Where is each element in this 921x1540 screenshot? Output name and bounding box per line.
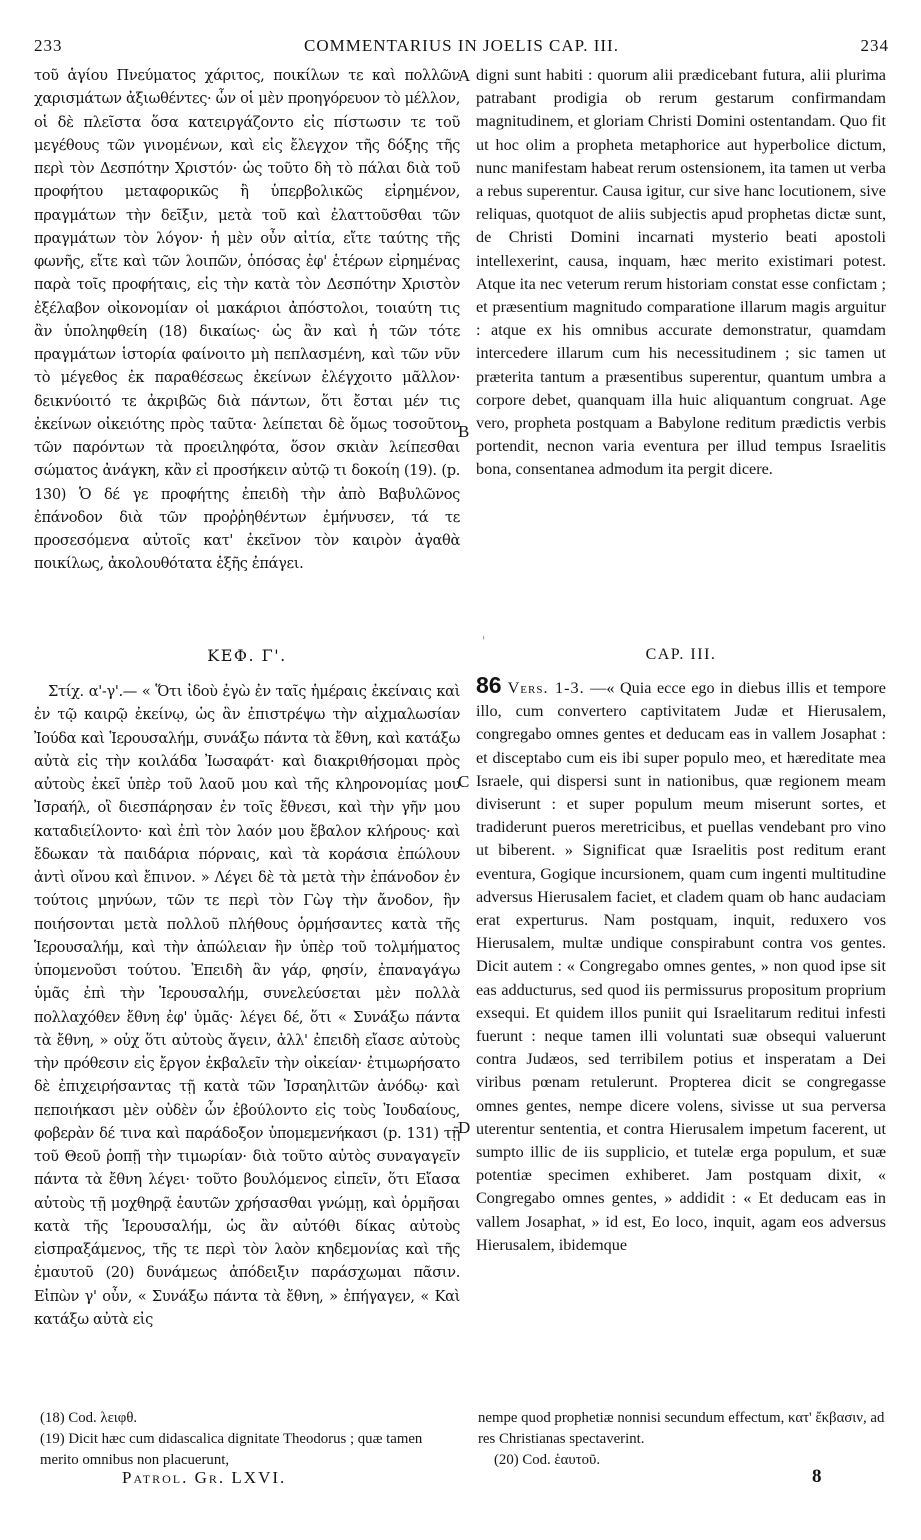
- latin-column-top: [476, 64, 886, 482]
- greek-column-bottom: [34, 680, 460, 1331]
- signature-number: 8: [812, 1466, 822, 1487]
- greek-chapter-heading: ΚΕΦ. Γ'.: [207, 646, 287, 665]
- section-mark-a: A: [458, 66, 471, 85]
- page-header: [34, 36, 889, 62]
- latin-paragraph-bottom: —« Quia ecce ego in diebus illis et tempore illo, cum convertero captivitatem Judæ et Hierusalem, congregabo omnes gentes et deducam eas in vallem Josaphat : et disceptabo cum eis ibi super populo meo, et hæreditate mea Israele, qui dispersi sunt in nationibus, quæ regionem meam diviserunt : et super populum meum miserunt sortes, et tradiderunt pueros meretricibus, et puellas vendebant pro vino ut biberent. » Significat quæ Israelitis post reditum erant eventura, Gogique incursionem, quam cum ingenti multitudine adversus Hierusalem faciet, et cladem quam ob hanc audaciam erat experturus. Nam postquam, inquit, reduxero vos Hierusalem, multæ undique conspirabunt contra vos gentes. Dicit autem : « Congregabo omnes gentes, » non quod ipse sit eas adducturus, sed quod iis permissurus propositum proprium exsequi. Et quidem illos puniit qui Israelitarum reditui infesti fuerunt : neque tamen illi voluntati suæ obsequi valuerunt contra Judæos, sed terribilem potius et insperatam a Dei viribus pœnam retulerunt. Propterea dicit se congregasse omnes gentes, nempe dicere volens, sivisse ut sua perversa uterentur sententia, et contra Hierusalem impetum facerent, ut sumpto illic de iis supplicio, et tutelæ erga populum, et suæ potentiæ specimen exhiberet. Jam postquam dixit, « Congregabo omnes gentes, » addidit : « Et deducam eas in vallem Josaphat, » id est, Eo loco, inquit, agam eos adversus Hierusalem, ibidemque: [476, 679, 886, 1254]
- verse-reference: Vers. 1-3.: [507, 679, 585, 697]
- footnotes-right: [478, 1408, 886, 1471]
- signature-line: Patrol. Gr. LXVI.: [122, 1468, 287, 1487]
- page-number-right: 234: [860, 36, 889, 55]
- stray-mark: ': [482, 634, 486, 648]
- footnote-19-continued: nempe quod prophetiæ nonnisi secundum effectum, κατ' ἔκβασιν, ad res Christianas spectaverint.: [478, 1410, 885, 1447]
- footnote-19: (19) Dicit hæc cum didascalica dignitate Theodorus ; quæ tamen merito omnibus non placuerunt,: [40, 1431, 423, 1468]
- section-mark-d: D: [458, 1118, 471, 1137]
- footnotes-left: [40, 1408, 458, 1471]
- latin-paragraph-top: digni sunt habiti : quorum alii prædicebant futura, alii plurima patrabant prodigia ob rerum gestarum confirmandam magnitudinem, et gloriam Christi Domini ostentandam. Quo fit ut hoc olim a propheta metaphorice aut hyperbolice dictum, nunc manifestam habeat rerum ostensionem, ita tamen ut verba a rebus superentur. Causa igitur, cur sive hanc locutionem, sive reliquas, quotquot de aliis subjectis apud prophetas dictæ sunt, de Christi Domini incarnati mysterio beati apostoli intellexerint, causa, inquam, hæc merito existimari potest. Atque ita nec veterum rerum historiam constat esse confictam ; et præsentium magnitudo comparatione illarum magis arguitur : atque ex his omnibus accurate demonstratur, quamdam intercedere illarum cum his necessitudinem ; sic tamen ut præterita tantum a præsentibus superentur, quantum umbra a corpore debet, quanquam illa huic aliquantum congruat. Age vero, propheta postquam a Babylone reditum prædictis verbis portendit, necnon varia eventura per illud tempus Israelitis bona, consentanea admodum ita pergit dicere.: [476, 66, 886, 479]
- greek-paragraph-top: τοῦ ἁγίου Πνεύματος χάριτος, ποικίλων τε καὶ πολλῶν χαρισμάτων ἀξιωθέντες· ὧν οἱ μὲν προηγόρευον τὸ μέλλον, οἱ δὲ πλεῖστα ὅσα κατειργάζοντο εἰς πίστωσιν τε τοῦ μεγέθους τῶν γινομένων, καὶ εἰς ἔλεγχον τῆς δόξης τῆς περὶ τὸν Δεσπότην Χριστόν· ὡς τοῦτο δὴ τὸ πάλαι διὰ τοῦ προφήτου μεταφορικῶς ἢ ὑπερβολικῶς εἰρημένον, πραγμάτων τὴν δεῖξιν, μετὰ τοῦ καὶ ἐλαττοῦσθαι τῶν πραγμάτων τὸν λόγον· ἡ μὲν οὖν αἰτία, εἴτε ταύτης τῆς φωνῆς, εἴτε καὶ τῶν λοιπῶν, ὁπόσας ἐφ' ἑτέρων εἰρημένας παρὰ τοῖς προφήταις, εἰς τὴν κατὰ τὸν Δεσπότην Χριστὸν ἐξέλαβον οἰκονομίαν οἱ μακάριοι ἀπόστολοι, τοιαύτη τις ἂν ὑποληφθείη (18) δικαίως· ὡς ἂν καὶ ἡ τῶν τότε πραγμάτων ἱστορία φαίνοιτο μὴ πεπλασμένη, καὶ τῶν νῦν τὸ μέγεθος ἐκ παραθέσεως ἐκείνων ἐλέγχοιτο μᾶλλον· δεικνύοιτό τε ἀκριβῶς διὰ πάντων, ὅτι ἔσται μέν τις ἐκείνων οἰκειότης πρὸς ταῦτα· λείπεται δὲ ὅμως τοσοῦτον τῶν παρόντων τὰ προειληφότα, ὅσον σκιὰν λείπεσθαι σώματος ἀνάγκη, κἂν εἰ προσήκειν αὐτῷ τι δοκοίη (19). (p. 130) Ὁ δέ γε προφήτης ἐπειδὴ τὴν ἀπὸ Βαβυλῶνος ἐπάνοδον διὰ τῶν προῤῥηθέντων ἐμήνυσεν, τά τε προσεσόμενα αὐτοῖς κατ' ἐκεῖνον τὸν καιρὸν ἀγαθὰ ποικίλως, ἀκολουθότατα ἑξῆς ἐπάγει.: [34, 67, 460, 573]
- page-number-left: 233: [34, 36, 63, 55]
- footnote-20: (20) Cod. ἑαυτοῦ.: [494, 1452, 601, 1468]
- latin-column-bottom: [476, 674, 886, 1257]
- running-title: COMMENTARIUS IN JOELIS CAP. III.: [304, 36, 619, 55]
- greek-paragraph-bottom: Στίχ. α'-γ'.— « Ὅτι ἰδοὺ ἐγὼ ἐν ταῖς ἡμέραις ἐκείναις καὶ ἐν τῷ καιρῷ ἐκείνῳ, ὡς ἂν ἐπιστρέψω τὴν αἰχμαλωσίαν Ἰούδα καὶ Ἱερουσαλήμ, συνάξω πάντα τὰ ἔθνη, καὶ κατάξω αὐτὰ εἰς τὴν κοιλάδα Ἰωσαφάτ· καὶ διακριθήσομαι πρὸς αὐτοὺς ἐκεῖ ὑπὲρ τοῦ λαοῦ μου καὶ τῆς κληρονομίας μου Ἰσραήλ, οἳ διεσπάρησαν ἐν τοῖς ἔθνεσι, καὶ τὴν γῆν μου καταδιείλοντο· καὶ ἐπὶ τὸν λαόν μου ἔβαλον κλήρους· καὶ ἔδωκαν τὰ παιδάρια πόρναις, καὶ τὰ κοράσια ἐπώλουν ἀντὶ οἴνου καὶ ἔπινον. » Λέγει δὲ τὰ μετὰ τὴν ἐπάνοδον ἐν τούτοις μηνύων, τῶν τε περὶ τὸν Γὼγ τὴν ἄνοδον, ἣν ποιήσονται μετὰ πολλοῦ πλήθους ὁρμήσαντες κατὰ τῆς Ἱερουσαλήμ, καὶ τὴν ἀπώλειαν ἣν ὑπὲρ τοῦ τολμήματος ὑπομενοῦσι τούτου. Ἐπειδὴ ἂν γάρ, φησίν, ἐπαναγάγω ὑμᾶς ἐπὶ τὴν Ἱερουσαλήμ, συνελεύσεται μὲν πολλὰ πολλαχόθεν ἔθνη ἐφ' ὑμᾶς· λέγει δέ, ὅτι « Συνάξω πάντα τὰ ἔθνη, » οὐχ ὅτι αὐτοὺς ἄγειν, ἀλλ' ἐπειδὴ εἴασε αὐτοὺς τὴν πρόθεσιν εἰς ἔργον ἐκβαλεῖν τὴν οἰκείαν· ἐτιμωρήσατο δὲ ἐπιχειρήσαντας τῇ κατὰ τῶν Ἰσραηλιτῶν ἀνόδῳ· καὶ πεποιήκασι μὲν οὐδὲν ὧν ἐβούλοντο εἰς τοὺς Ἰουδαίους, φοβερὰν δέ τινα καὶ παράδοξον ὑπομεμενήκασι (p. 131) τῇ τοῦ Θεοῦ ῥοπῇ τὴν τιμωρίαν· διὰ τοῦτο αὐτὸς συναγαγεῖν πάντα τὰ ἔθνη λέγει· τοῦτο βουλόμενος εἰπεῖν, ὅτι Εἴασα αὐτοὺς τῇ μοχθηρᾷ ἑαυτῶν χρήσασθαι γνώμῃ, καὶ ὁρμῆσαι κατὰ τῆς Ἱερουσαλήμ, ὡς ἂν αὐτόθι δίκας αὐτοὺς εἰσπραξάμενος, τῆς τε περὶ τὸν λαὸν κηδεμονίας καὶ τῆς ἐμαυτοῦ (20) δυνάμεως ἀπόδειξιν παράσχωμαι πᾶσιν. Εἰπὼν γ' οὖν, « Συνάξω πάντα τὰ ἔθνη, » ἐπήγαγεν, « Καὶ κατάξω αὐτὰ εἰς: [34, 683, 460, 1328]
- section-mark-b: B: [458, 422, 470, 441]
- greek-column-top: [34, 64, 460, 576]
- footnote-18: (18) Cod. λειφθ.: [40, 1410, 138, 1426]
- latin-chapter-heading: CAP. III.: [645, 646, 717, 663]
- section-number: 86: [476, 672, 502, 698]
- section-mark-c: C: [458, 772, 470, 791]
